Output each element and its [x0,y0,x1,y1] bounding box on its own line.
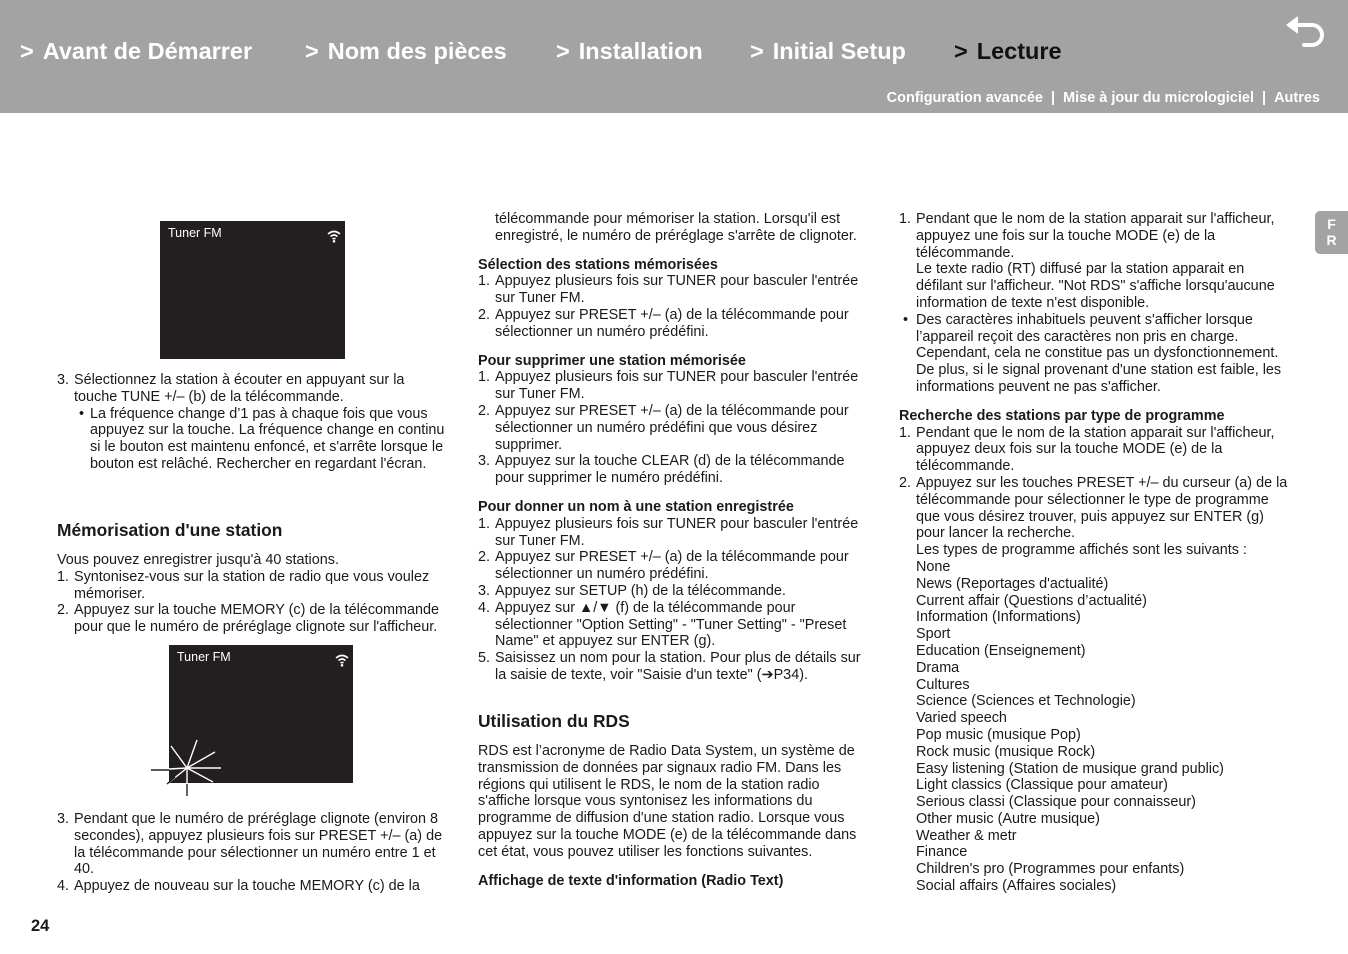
page-number: 24 [31,917,50,935]
programme-type-item: Social affairs (Affaires sociales) [916,878,1117,895]
programme-type-item: Children's pro (Programmes pour enfants) [916,861,1185,878]
programme-type-item: Drama [916,659,960,676]
list-item: 4. Appuyez sur ▲/▼ (f) de la télécommande pour sélectionner "Option Setting" - "Tuner Setting" - "Preset Name" et appuyez sur ENTER (g). [478,599,847,650]
list-item: 1. Appuyez plusieurs fois sur TUNER pour basculer l'entrée sur Tuner FM. [478,515,859,549]
wifi-icon [335,653,349,667]
list-item: • La fréquence change d’1 pas à chaque fois que vous appuyez sur la touche. La fréquence change en continu si le bouton est maintenu enfoncé, et s'arrête lorsque le bouton est relâché. Rechercher en regardant l'écran. [79,405,445,472]
heading-rds: Utilisation du RDS [478,711,630,731]
subheading-selection: Sélection des stations mémorisées [478,256,718,273]
programme-type-item: Weather & metr [916,827,1017,844]
list-item: 4. Appuyez de nouveau sur la touche MEMORY (c) de la [57,878,420,895]
column-2-rds: RDS est l’acronyme de Radio Data System, un système de transmission de données par signaux radio FM. Dans les régions qui utilisent le RDS, le nom de la station radio s'affiche lorsque vous syntonisez les informations du programme de diffusion d'une station radio. Lorsque vous appuyez sur la touche MODE (e) de la télécommande dans cet état, vous pouvez utiliser les fonctions suivantes. Affichage de texte d'information (Radio Text) [478,743,870,889]
back-arrow-icon[interactable] [1284,14,1330,52]
programme-type-item: Light classics (Classique pour amateur) [916,777,1168,794]
heading-memorisation: Mémorisation d'une station [57,520,283,540]
column-1-memo: Vous pouvez enregistrer jusqu'à 40 stations. 1. Syntonisez-vous sur la station de radio que vous voulez mémoriser. 2. Appuyez sur la touche MEMORY (c) de la télécommande pour que le numéro de préréglage clignote sur l'afficheur. [57,552,449,636]
list-item: 3. Pendant que le numéro de préréglage clignote (environ 8 secondes), appuyez plusieurs fois sur PRESET +/– (a) de la télécommande pour sélectionner un numéro entre 1 et 40. [57,811,443,878]
subnav-configuration-avancee[interactable]: Configuration avancée [886,90,1043,106]
nav-installation[interactable]: > Installation [556,38,703,64]
subnav: Configuration avancée | Mise à jour du micrologiciel | Autres [886,90,1320,106]
list-item: 1. Syntonisez-vous sur la station de radio que vous voulez mémoriser. [57,568,430,602]
nav-nom-des-pieces[interactable]: > Nom des pièces [305,38,507,64]
programme-type-item: Pop music (musique Pop) [916,726,1081,743]
column-2: télécommande pour mémoriser la station. Lorsqu'il est enregistré, le numéro de préréglage s'arrête de clignoter. Sélection des stations mémorisées 1. Appuyez plusieurs fois sur TUNER pour basculer l'entrée sur Tuner FM. 2. Appuyez sur PRESET +/– (a) de la télécommande pour sélectionner un numéro prédéfini. Pour supprimer une station mémorisée 1. Appuyez plusieurs fois sur TUNER pour basculer l'entrée sur Tuner FM. 2. Appuyez sur PRESET +/– (a) de la télécommande pour sélectionner un numéro prédéfini que vous désirez supprimer. 3. Appuyez sur la touche CLEAR (d) de la télécommande pour supprimer le numéro prédéfini. Pour donner un nom à une station enregistrée 1. Appuyez plusieurs fois sur TUNER pour basculer l'entrée sur Tuner FM. 2. Appuyez sur PRESET +/– (a) de la télécommande pour sélectionner un numéro prédéfini. 3. Appuyez sur SETUP (h) de la télécommande. 4. Appuyez sur ▲/▼ (f) de la télécommande pour sélectionner "Option Setting" - "Tuner Setting" - "Preset Name" et appuyez sur ENTER (g). 5. Saisissez un nom pour la station. Pour plus de détails sur la saisie de texte, voir "Saisie d'un texte" (➔P34). [478,211,870,684]
subnav-mise-a-jour[interactable]: Mise à jour du micrologiciel [1063,90,1254,106]
blinking-burst-icon [149,738,223,800]
programme-type-item: Education (Enseignement) [916,642,1086,659]
list-item: 1. Pendant que le nom de la station apparait sur l'afficheur, appuyez une fois sur la touche MODE (e) de la télécommande. [899,211,1275,261]
programme-types-list [899,559,1291,895]
programme-type-item: Varied speech [916,710,1007,727]
list-item: 1. Appuyez plusieurs fois sur TUNER pour basculer l'entrée sur Tuner FM. [478,369,859,403]
programme-type-item: Finance [916,844,968,861]
wifi-icon [327,229,341,243]
programme-type-item: Science (Sciences et Technologie) [916,693,1136,710]
subnav-autres[interactable]: Autres [1274,90,1320,106]
header-bar [0,0,1348,113]
programme-type-item: Cultures [916,676,970,693]
programme-type-item: Sport [916,626,951,643]
nav-avant-de-demarrer[interactable]: > Avant de Démarrer [20,38,253,64]
nav-initial-setup[interactable]: > Initial Setup [750,38,906,64]
subheading-supprimer: Pour supprimer une station mémorisée [478,352,746,369]
nav-lecture[interactable]: > Lecture [954,38,1062,64]
list-item: 5. Saisissez un nom pour la station. Pour plus de détails sur la saisie de texte, voir "Saisie d'un texte" (➔P34). [478,650,861,683]
programme-type-item: Information (Informations) [916,609,1081,626]
programme-type-item: Other music (Autre musique) [916,810,1100,827]
list-item: 1. Pendant que le nom de la station apparait sur l'afficheur, appuyez deux fois sur la touche MODE (e) de la télécommande. [899,424,1275,475]
list-item: 3. Appuyez sur la touche CLEAR (d) de la télécommande pour supprimer le numéro prédéfini. [478,453,845,487]
programme-type-item: Easy listening (Station de musique grand public) [916,760,1224,777]
list-item: 2. Appuyez sur PRESET +/– (a) de la télécommande pour sélectionner un numéro prédéfini. [478,549,849,583]
language-tab: F R [1315,211,1348,254]
subheading-radio-text: Affichage de texte d'information (Radio Text) [478,872,784,889]
list-item: 2. Appuyez sur PRESET +/– (a) de la télécommande pour sélectionner un numéro prédéfini que vous désirez supprimer. [478,402,849,453]
list-item: 2. Appuyez sur PRESET +/– (a) de la télécommande pour sélectionner un numéro prédéfini. [478,306,849,340]
tuner-display-1: Tuner FM [160,221,345,359]
tuner-display-2: Tuner FM [169,645,353,783]
column-1 [57,372,449,473]
list-item: 3. Sélectionnez la station à écouter en appuyant sur la touche TUNE +/– (b) de la télécommande. [57,372,405,405]
column-1-steps [57,811,449,895]
list-item: 2. Appuyez sur la touche MEMORY (c) de la télécommande pour que le numéro de préréglage clignote sur l'afficheur. [57,602,440,636]
list-item: 1. Appuyez plusieurs fois sur TUNER pour basculer l'entrée sur Tuner FM. [478,273,859,307]
programme-type-item: None [916,558,951,575]
programme-type-item: Current affair (Questions d’actualité) [916,592,1147,609]
programme-type-item: Rock music (musique Rock) [916,743,1096,760]
list-item: 2. Appuyez sur les touches PRESET +/– du curseur (a) de la télécommande pour sélectionner le type de programme que vous désirez trouver, puis appuyez sur ENTER (g) pour lancer la recherche. [899,474,1288,542]
list-item: 3. Appuyez sur SETUP (h) de la télécommande. [478,582,786,599]
programme-type-item: News (Reportages d'actualité) [916,575,1109,592]
subheading-type-programme: Recherche des stations par type de programme [899,407,1225,424]
subheading-nom: Pour donner un nom à une station enregistrée [478,498,794,515]
column-3: 1. Pendant que le nom de la station apparait sur l'afficheur, appuyez une fois sur la touche MODE (e) de la télécommande. Le texte radio (RT) diffusé par la station apparait en défilant sur l'afficheur. "Not RDS" s'affiche lorsqu'aucune information de texte n'est disponible. • Des caractères inhabituels peuvent s'afficher lorsque l’appareil reçoit des caractères non pris en charge. Cependant, cela ne constitue pas un dysfonctionnement. De plus, si le signal provenant d'une station est faible, les informations peuvent ne pas s'afficher. Recherche des stations par type de programme 1. Pendant que le nom de la station apparait sur l'afficheur, appuyez deux fois sur la touche MODE (e) de la télécommande. 2. Appuyez sur les touches PRESET +/– du curseur (a) de la télécommande pour sélectionner le type de programme que vous désirez trouver, puis appuyez sur ENTER (g) pour lancer la recherche. Les types de programme affichés sont les suivants : None News (Reportages d'actualité) Current affair (Questions d’actualité) Information (Informations) Sport Education (Enseignement) Drama Cultures Science (Sciences et Technologie) Varied speech Pop music (musique Pop) Rock music (musique Rock) Easy listening (Station de musique grand public) Light classics (Classique pour amateur) Serious classi (Classique pour connaisseur) Other music (Autre musique) Weather & metr Finance Children's pro (Programmes pour enfants) Social affairs (Affaires sociales) [899,211,1291,895]
programme-type-item: Serious classi (Classique pour connaisseur) [916,794,1196,811]
list-item: • Des caractères inhabituels peuvent s'afficher lorsque l’appareil reçoit des caractères non pris en charge. Cependant, cela ne constitue pas un dysfonctionnement. De plus, si le signal provenant d'une station est faible, les informations peuvent ne pas s'afficher. [903,311,1282,395]
